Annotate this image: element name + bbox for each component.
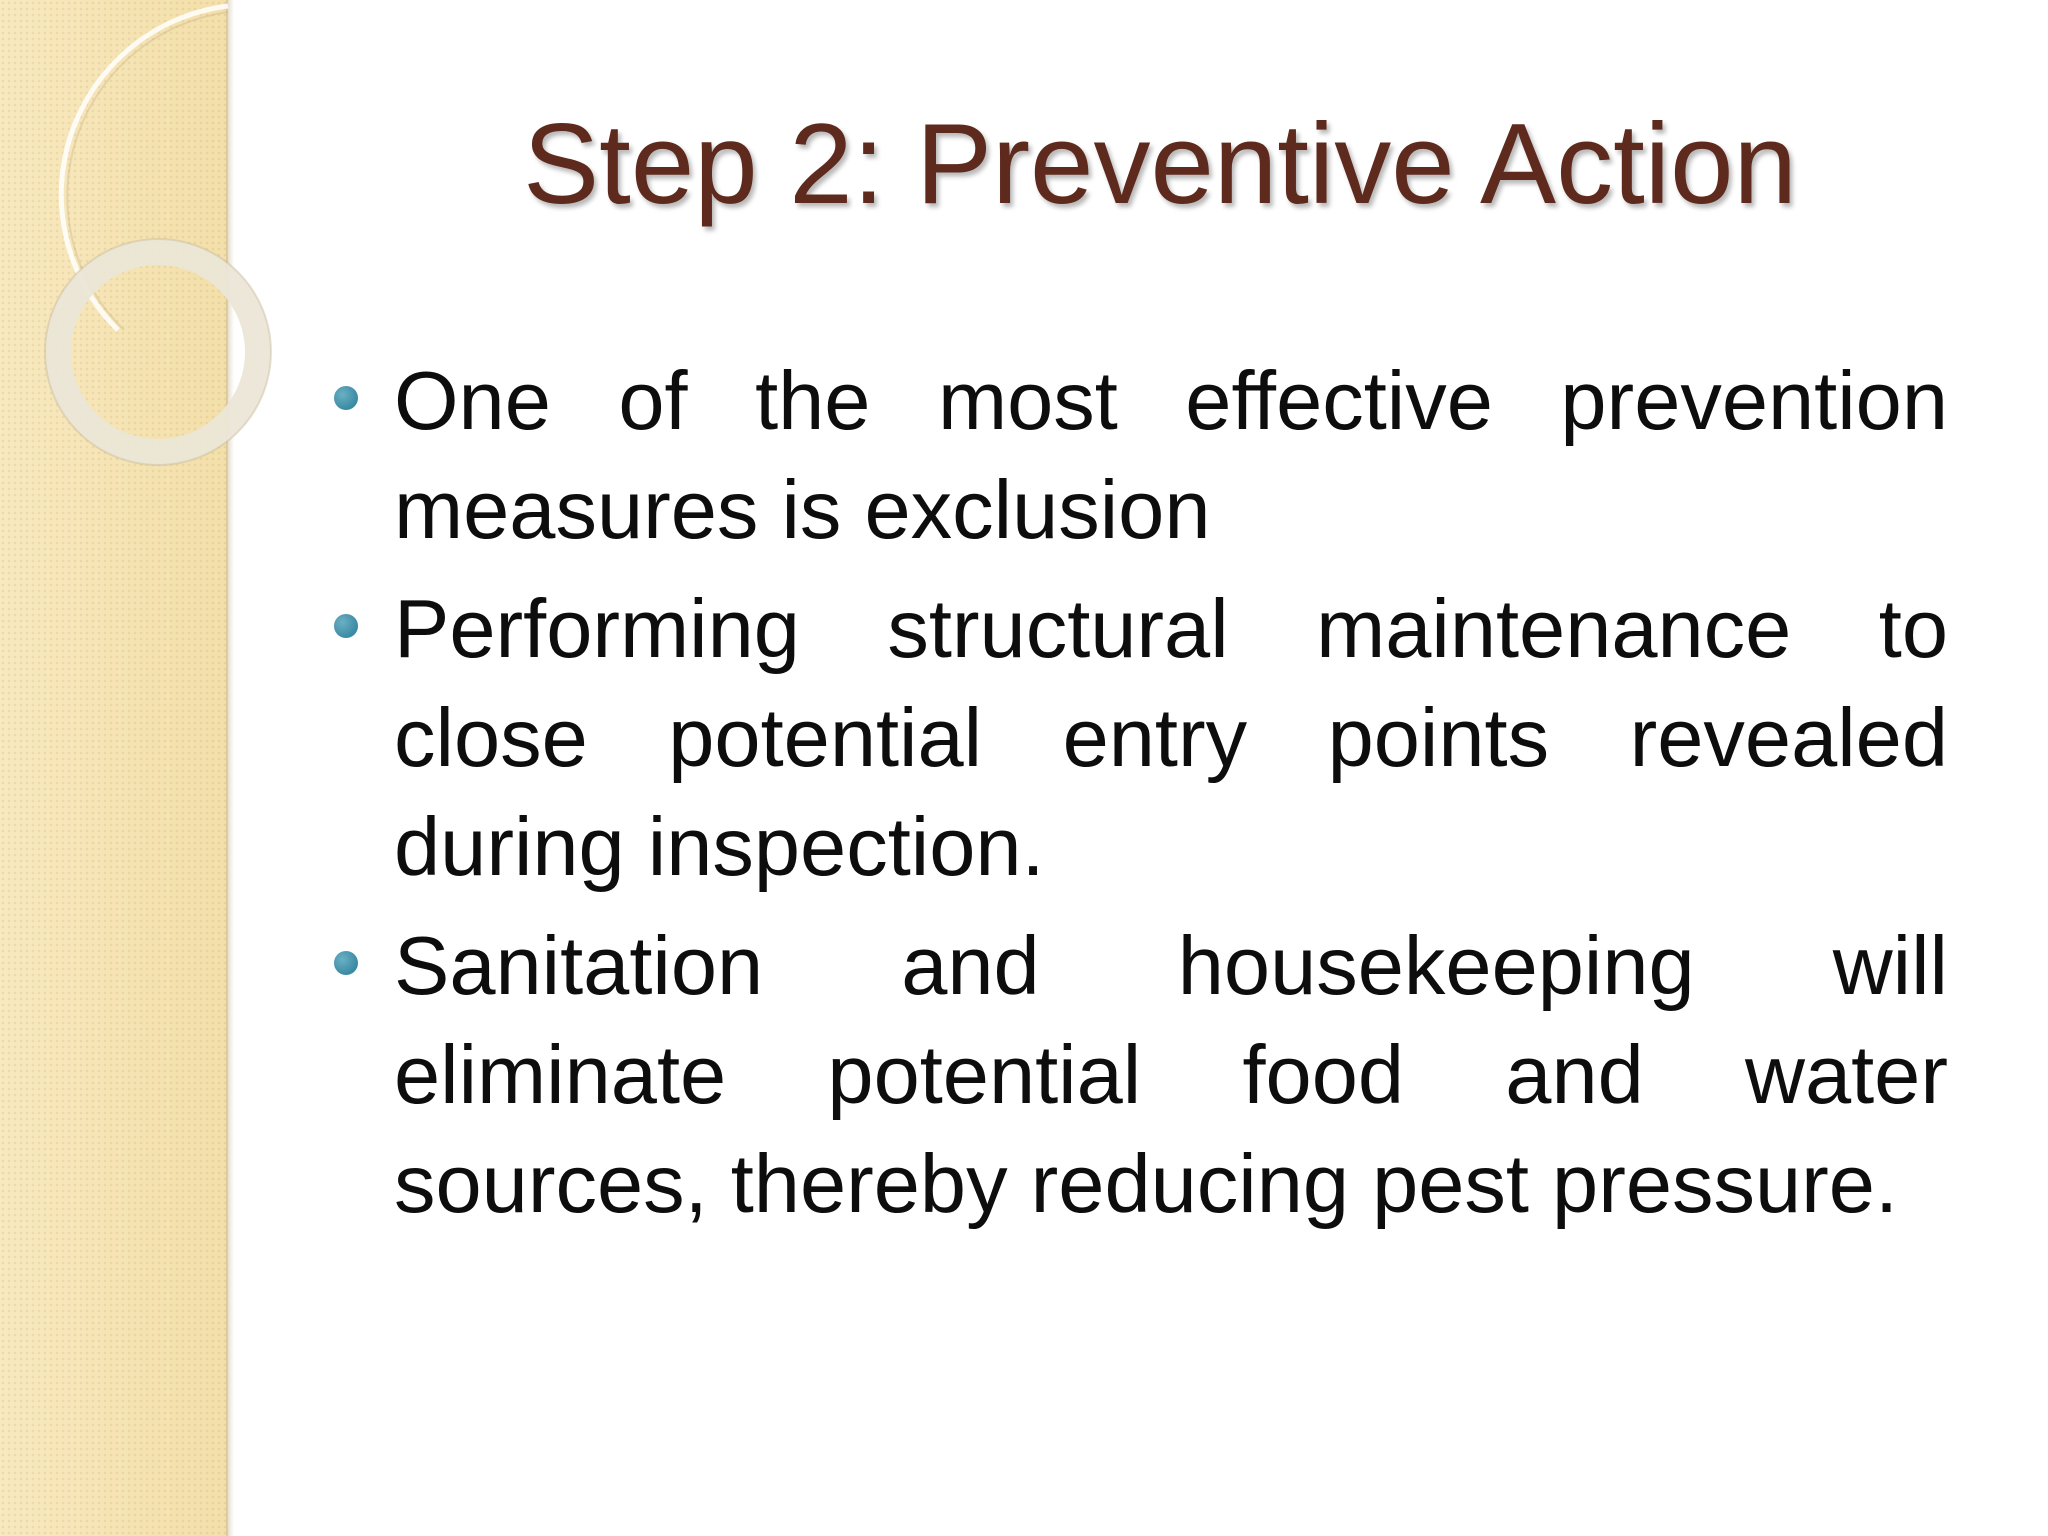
small-decorative-ring: [58, 252, 258, 452]
bullet-list: [334, 346, 1948, 1248]
bullet-dot-icon: [334, 614, 358, 638]
bullet-item: [334, 346, 1948, 564]
slide-title: Step 2: Preventive Action: [523, 101, 1797, 228]
bullet-text: One of the most effective prevention measures is exclusion: [394, 354, 1948, 556]
bullet-item: [334, 911, 1948, 1238]
bullet-text: Performing structural maintenance to close potential entry points revealed during inspection.: [394, 582, 1948, 893]
bullet-dot-icon: [334, 951, 358, 975]
bullet-text: Sanitation and housekeeping will eliminate potential food and water sources, thereby reducing pest pressure.: [394, 919, 1948, 1230]
bullet-item: [334, 574, 1948, 901]
bullet-dot-icon: [334, 386, 358, 410]
decorative-circles: [0, 0, 300, 560]
